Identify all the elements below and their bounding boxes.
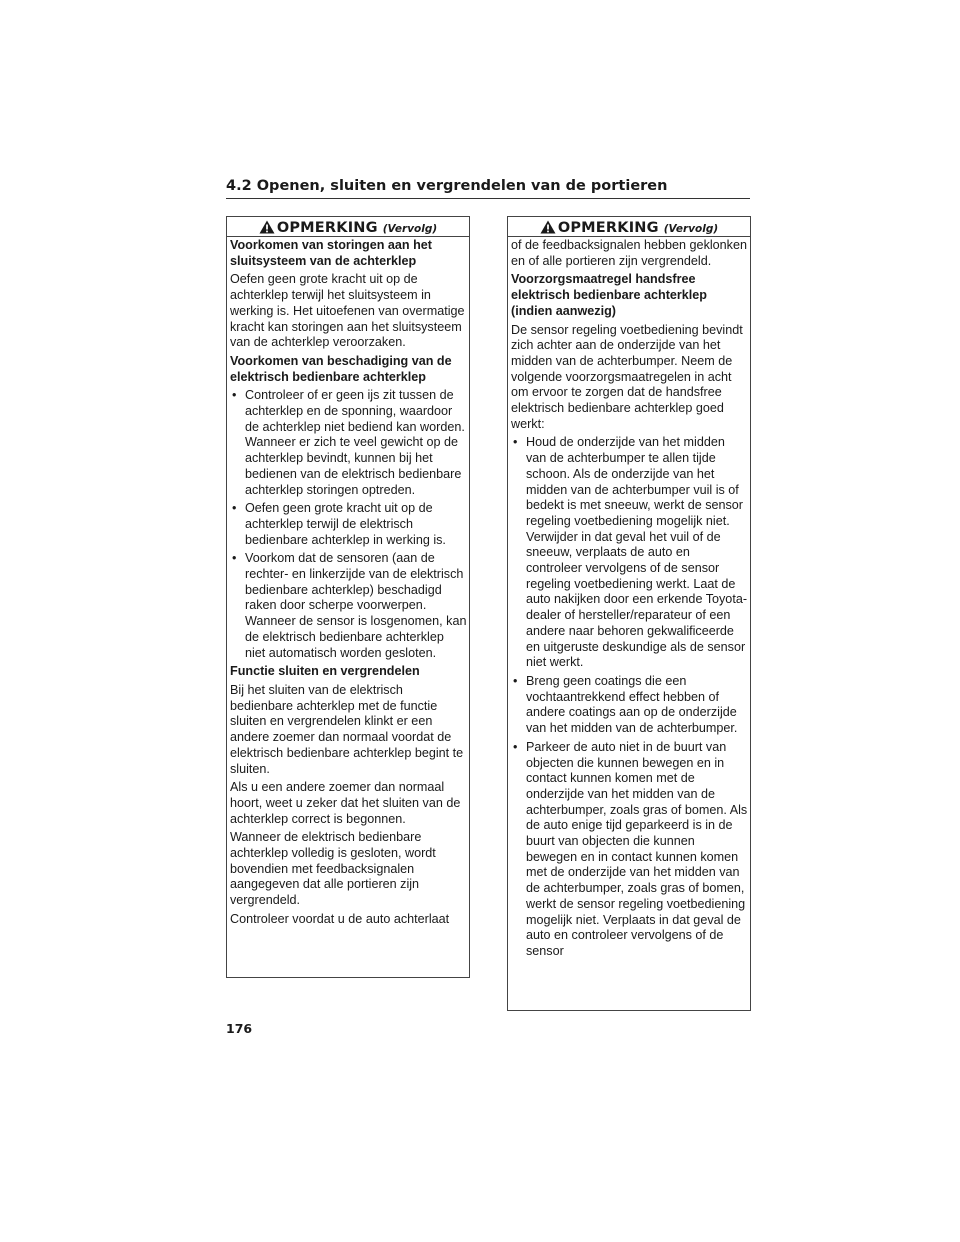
list-item: • Controleer of er geen ijs zit tussen de achterklep en de sponning, waardoor de achterklep niet bediend kan worden. Wanneer er zich te veel gewicht op de achterklep bevindt, kunnen bij het bedienen van de elektrisch bedienbare achterklep storingen optreden.	[230, 388, 467, 498]
paragraph: Wanneer de elektrisch bedienbare achterklep volledig is gesloten, wordt bovendien met feedbacksignalen aangegeven dat alle portieren zijn vergrendeld.	[230, 830, 436, 908]
note-label: OPMERKING	[276, 220, 378, 236]
paragraph: De sensor regeling voetbediening bevindt zich achter aan de onderzijde van het midden van de achterbumper. Neem de volgende voorzorgsmaatregelen in acht om ervoor te zorgen dat de handsfree elektrisch bedienbare achterklep goed werkt:	[511, 322, 743, 431]
warning-icon	[259, 220, 275, 234]
paragraph: Controleer voordat u de auto achterlaat	[230, 911, 450, 926]
list-item: • Voorkom dat de sensoren (aan de rechter- en linkerzijde van de elektrisch bedienbare achterklep) beschadigd raken door scherpe voorwerpen. Wanneer de sensor is losgenomen, kan de elektrisch bedienbare achterklep niet automatisch worden gesloten.	[230, 551, 467, 661]
subheading: Voorkomen van beschadiging van de elektrisch bedienbare achterklep	[230, 353, 452, 384]
note-body	[508, 237, 750, 960]
subheading: Voorzorgsmaatregel handsfree elektrisch bedienbare achterklep (indien aanwezig)	[511, 272, 707, 318]
note-continued: (Vervolg)	[663, 223, 719, 235]
section-title: 4.2 Openen, sluiten en vergrendelen van de portieren	[226, 178, 750, 199]
paragraph: Bij het sluiten van de elektrisch bedienbare achterklep met de functie sluiten en vergrendelen klinkt er een andere zoemer dan normaal voordat de elektrisch bedienbare achterklep begint te sluiten.	[230, 682, 464, 776]
warning-icon	[540, 220, 556, 234]
subheading: Functie sluiten en vergrendelen	[230, 664, 420, 679]
bullet-list	[230, 388, 467, 661]
paragraph: Als u een andere zoemer dan normaal hoort, weet u zeker dat het sluiten van de achterklep correct is begonnen.	[230, 780, 461, 826]
paragraph: Oefen geen grote kracht uit op de achterklep terwijl het sluitsysteem in werking is. Het uitoefenen van overmatige kracht kan storingen aan het sluitsysteem van de achterklep veroorzaken.	[230, 272, 465, 350]
note-header	[227, 217, 469, 237]
list-item: • Parkeer de auto niet in de buurt van objecten die kunnen bewegen en in contact kunnen komen met de onderzijde van het midden van de achterbumper, zoals gras of bomen. Als de auto enige tijd geparkeerd is in de buurt van objecten die kunnen bewegen en in contact kunnen komen met de onderzijde van het midden van de achterbumper, zoals gras of bomen, werkt de sensor regeling voetbediening mogelijk niet. Verplaats in dat geval de auto en controleer vervolgens of de sensor	[511, 740, 748, 960]
note-header	[508, 217, 750, 237]
note-box-right	[507, 216, 751, 1011]
list-item: • Breng geen coatings die een vochtaantrekkend effect hebben of andere coatings aan op de onderzijde van het midden van de achterbumper.	[511, 674, 748, 737]
note-continued: (Vervolg)	[382, 223, 438, 235]
bullet-list	[511, 435, 748, 959]
list-item: • Oefen geen grote kracht uit op de achterklep terwijl de elektrisch bedienbare achterklep in werking is.	[230, 501, 467, 548]
paragraph: of de feedbacksignalen hebben geklonken en of alle portieren zijn vergrendeld.	[511, 238, 747, 268]
page-number: 176	[226, 1021, 253, 1036]
subheading: Voorkomen van storingen aan het sluitsysteem van de achterklep	[230, 238, 433, 268]
list-item: • Houd de onderzijde van het midden van de achterbumper te allen tijde schoon. Als de onderzijde van het midden van de achterbumper vuil is of bedekt is met sneeuw, werkt de sensor regeling voetbediening mogelijk niet. Verwijder in dat geval het vuil of de sneeuw, verplaats de auto en controleer vervolgens of de sensor regeling voetbediening werkt. Laat de auto nakijken door een erkende Toyota-dealer of hersteller/reparateur of een andere naar behoren gekwalificeerde en uitgeruste deskundige als de sensor niet werkt.	[511, 435, 748, 671]
note-body	[227, 237, 469, 928]
note-label: OPMERKING	[557, 220, 659, 236]
note-box-left	[226, 216, 470, 978]
